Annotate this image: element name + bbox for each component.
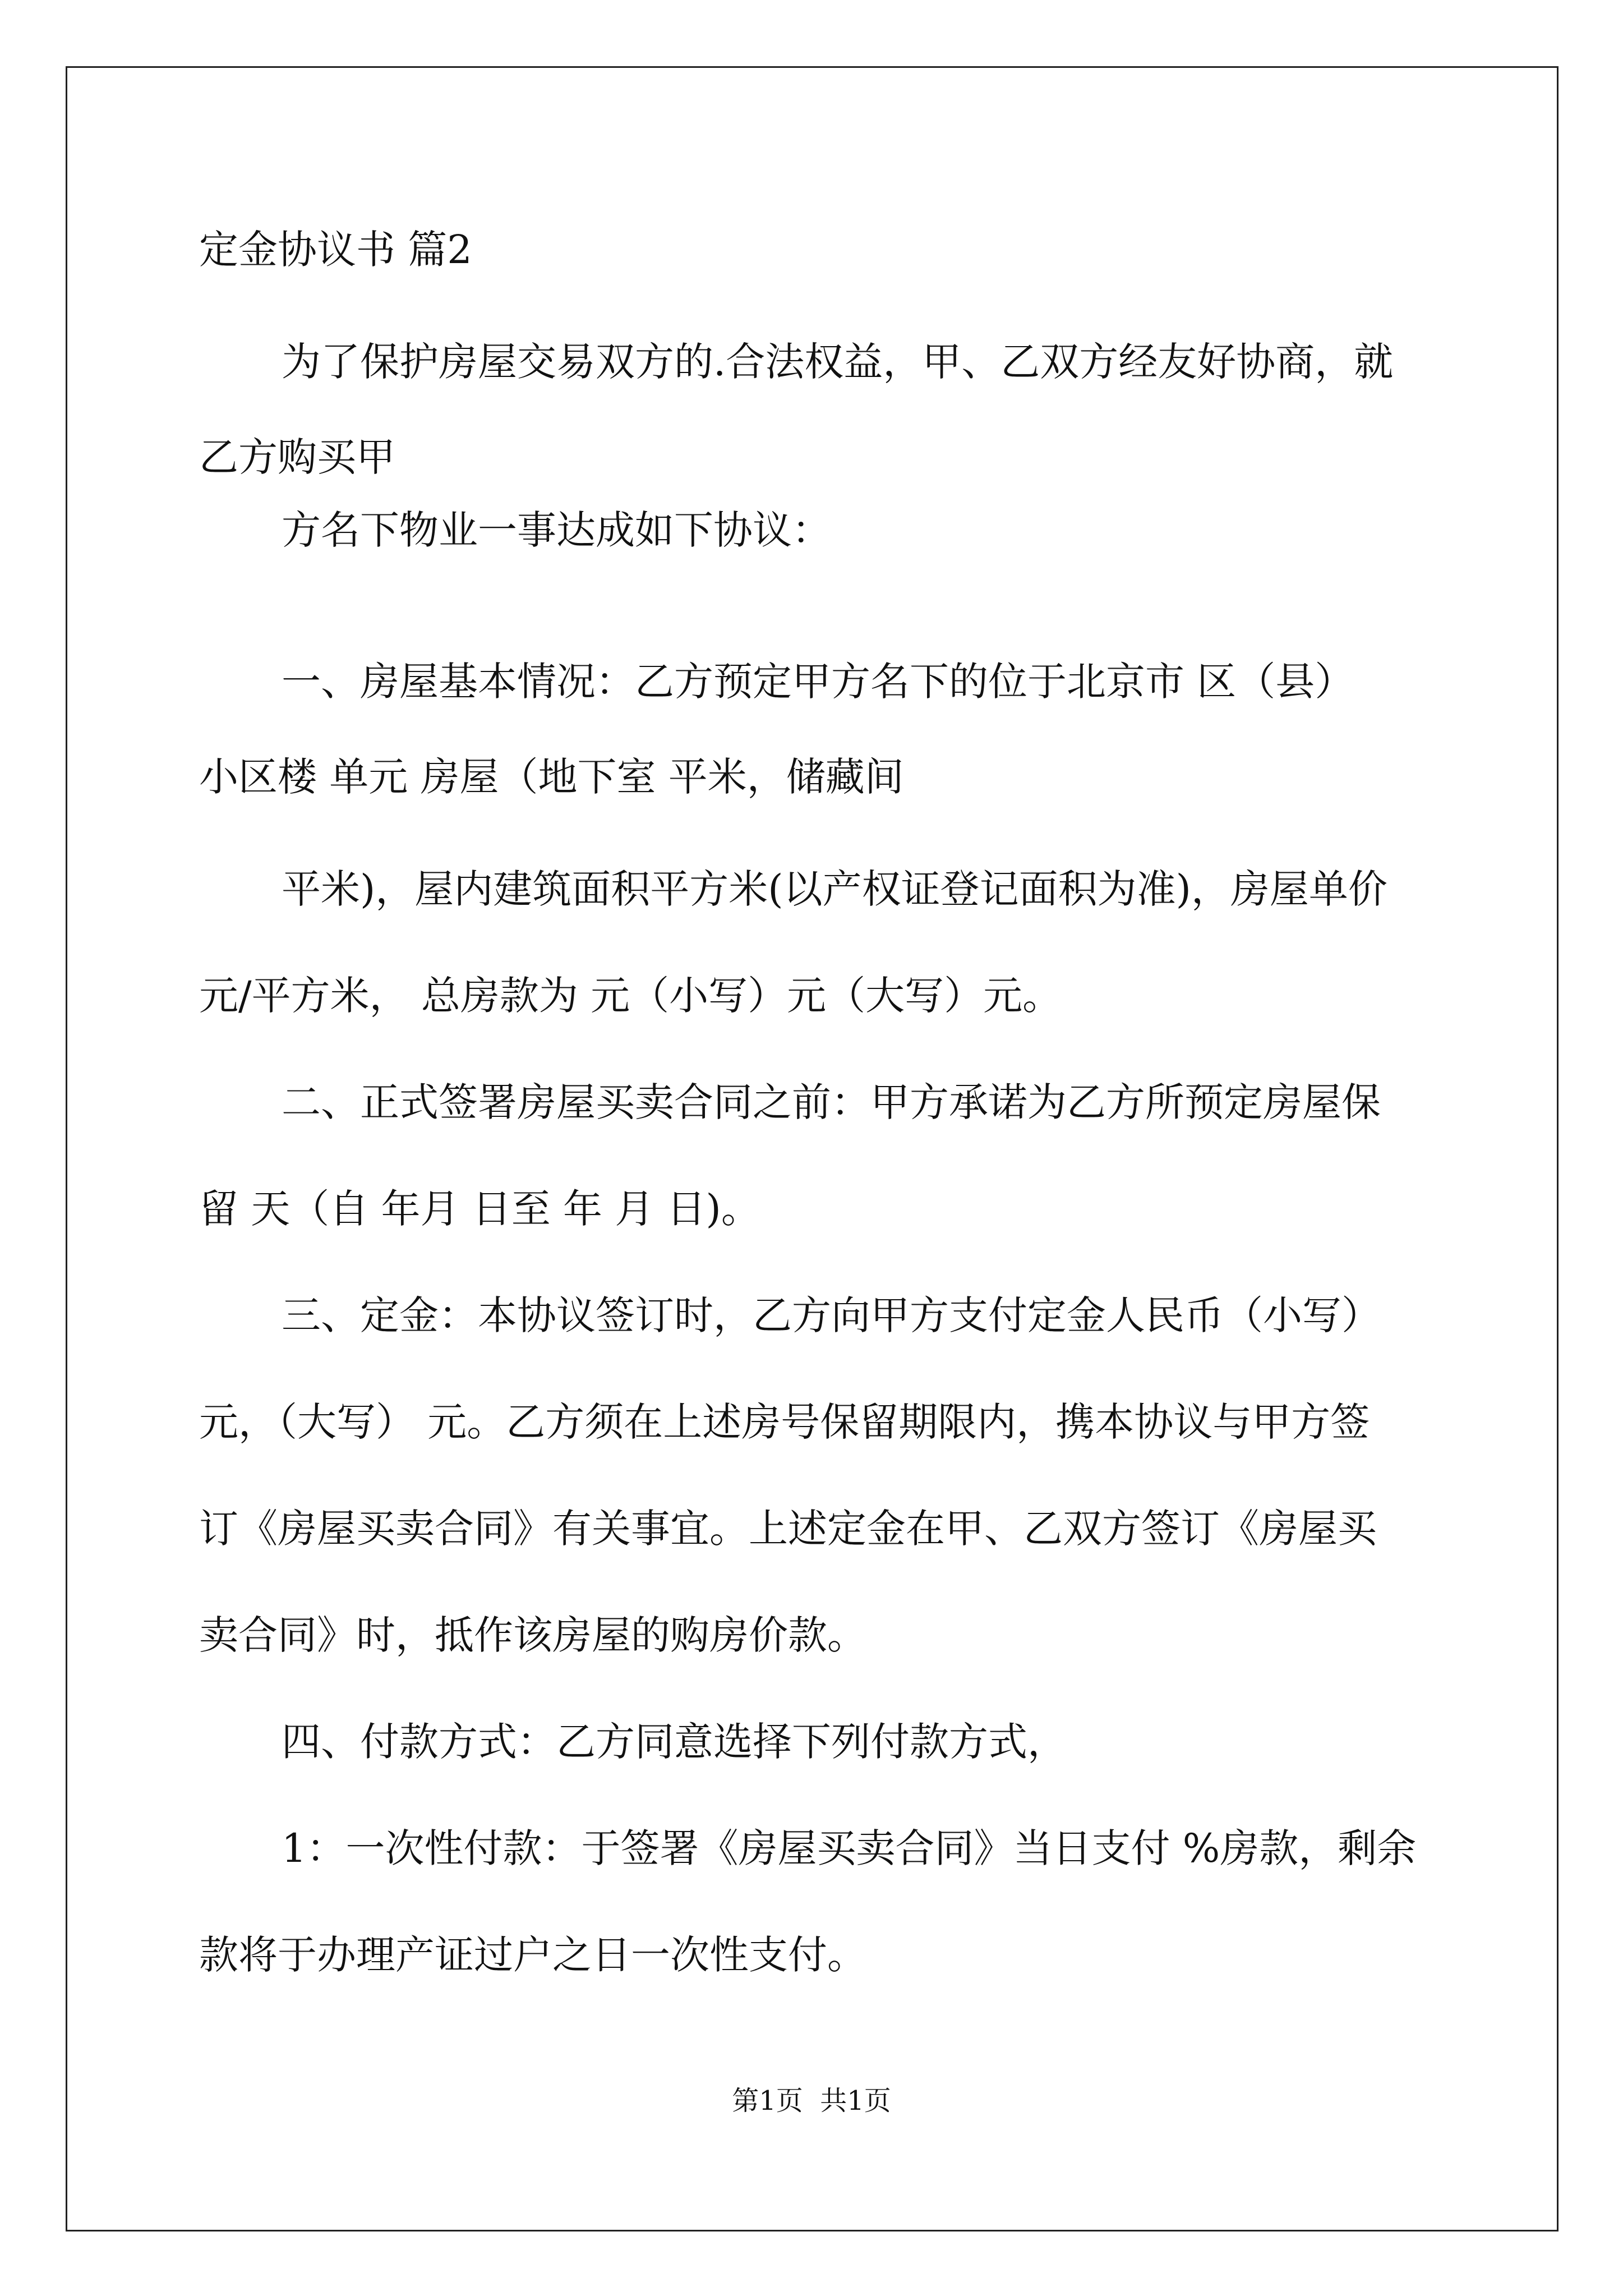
document-title: 定金协议书 篇2: [199, 227, 472, 273]
paragraph-line: 一、房屋基本情况：乙方预定甲方名下的位于北京市 区（县）: [282, 659, 1354, 705]
paragraph-line: 1：一次性付款：于签署《房屋买卖合同》当日支付 %房款，剩余: [282, 1825, 1417, 1871]
paragraph-line: 卖合同》时，抵作该房屋的购房价款。: [199, 1612, 866, 1658]
paragraph-line: 小区楼 单元 房屋（地下室 平米，储藏间: [199, 754, 904, 800]
paragraph-line: 为了保护房屋交易双方的.合法权益，甲、乙双方经友好协商，就: [282, 339, 1394, 385]
paragraph-line: 平米)，屋内建筑面积平方米(以产权证登记面积为准)，房屋单价: [282, 866, 1387, 912]
paragraph-line: 元，（大写） 元。乙方须在上述房号保留期限内，携本协议与甲方签: [199, 1399, 1370, 1445]
paragraph-line: 四、付款方式：乙方同意选择下列付款方式，: [282, 1719, 1067, 1765]
paragraph-line: 元/平方米， 总房款为 元（小写）元（大写）元。: [199, 973, 1062, 1019]
paragraph-line: 乙方购买甲: [199, 434, 395, 480]
paragraph-line: 三、定金：本协议签订时，乙方向甲方支付定金人民币（小写）: [282, 1292, 1381, 1338]
paragraph-line: 二、正式签署房屋买卖合同之前：甲方承诺为乙方所预定房屋保: [282, 1079, 1381, 1125]
paragraph-line: 订《房屋买卖合同》有关事宜。上述定金在甲、乙双方签订《房屋买: [199, 1506, 1377, 1552]
paragraph-line: 留 天（自 年月 日至 年 月 日)。: [199, 1186, 760, 1232]
paragraph-line: 款将于办理产证过户之日一次性支付。: [199, 1932, 866, 1978]
page-border: [66, 66, 1559, 2231]
paragraph-line: 方名下物业一事达成如下协议：: [282, 507, 831, 553]
page-number: 第1页 共1页: [732, 2085, 891, 2116]
